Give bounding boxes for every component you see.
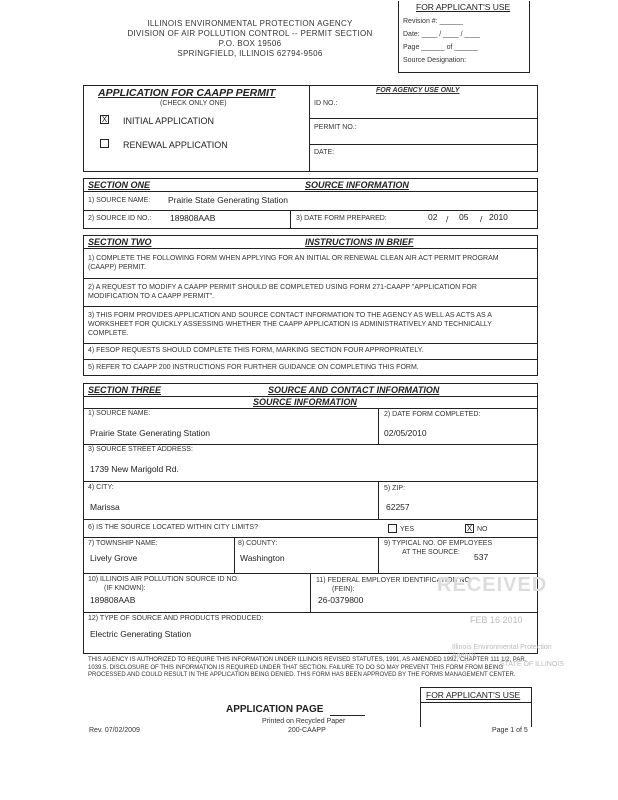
initial-application-label: INITIAL APPLICATION [123, 116, 215, 126]
f1-label: 1) SOURCE NAME: [88, 410, 151, 417]
f7-label: 7) TOWNSHIP NAME: [88, 540, 158, 547]
printed-note: Printed on Recycled Paper [262, 718, 346, 725]
f1-source-name[interactable]: Prairie State Generating Station [90, 428, 211, 438]
section-one-subtitle: SOURCE INFORMATION [305, 180, 409, 190]
renewal-application-checkbox[interactable] [100, 139, 109, 148]
received-stamp: RECEIVED [437, 574, 548, 596]
f9-label-a: 9) TYPICAL NO. OF EMPLOYEES [384, 540, 493, 547]
f11-label-a: 11) FEDERAL EMPLOYER IDENTIFICATION NO. [316, 577, 472, 584]
form-number: 200-CAAPP [288, 727, 326, 734]
received-stamp-date: FEB 16 2010 [470, 615, 523, 625]
f8-county[interactable]: Washington [240, 553, 285, 563]
agency-date: DATE: [314, 149, 335, 156]
authorization-disclaimer: THIS AGENCY IS AUTHORIZED TO REQUIRE THIS INFORMATION UNDER ILLINOIS REVISED STATUTES, 1991, AS AMENDED 1992, CHAPTER 111 1/2, PAR. 1039.5. DISCLOSURE OF THIS INFORMATION IS REQUIRED UNDER THAT SECTION. FAILURE TO DO SO MAY PREVENT THIS FORM FROM BEING PROCESSED AND COULD RESULT IN THE APPLICATION BEING DENIED. THIS FORM HAS BEEN APPROVED BY THE FORMS MANAGEMENT CENTER. [88, 657, 527, 678]
date-sep-2: / [480, 214, 483, 224]
f10-label-b: (IF KNOWN): [104, 585, 146, 592]
f7-township[interactable]: Lively Grove [90, 553, 138, 563]
section-three-subtitle: SOURCE AND CONTACT INFORMATION [268, 385, 440, 395]
f5-label: 5) ZIP: [384, 485, 406, 492]
section-two-subtitle: INSTRUCTIONS IN BRIEF [305, 237, 414, 247]
within-city-no-checkbox[interactable]: X [466, 524, 473, 533]
instruction-5: 5) REFER TO CAAPP 200 INSTRUCTIONS FOR FURTHER GUIDANCE ON COMPLETING THIS FORM. [88, 364, 419, 371]
f2-date-completed[interactable]: 02/05/2010 [384, 428, 427, 438]
f6-label: 6) IS THE SOURCE LOCATED WITHIN CITY LIMITS? [88, 524, 258, 531]
s1-source-id-value[interactable]: 189808AAB [170, 213, 216, 223]
source-designation-field[interactable]: Source Designation: [403, 57, 467, 64]
source-information-heading: SOURCE INFORMATION [253, 397, 357, 407]
f4-label: 4) CITY: [88, 484, 114, 491]
revision-field[interactable]: Revision #: ______ [403, 18, 463, 25]
section-two-title: SECTION TWO [88, 237, 152, 247]
s1-source-name-value[interactable]: Prairie State Generating Station [168, 195, 289, 205]
f2-label: 2) DATE FORM COMPLETED: [384, 411, 481, 418]
initial-application-checkbox[interactable]: X [101, 115, 108, 124]
application-title: APPLICATION FOR CAAPP PERMIT [98, 87, 276, 99]
page-number: Page 1 of 5 [492, 727, 528, 734]
revision-date: Rev. 07/02/2009 [89, 727, 140, 734]
section-three-title: SECTION THREE [88, 385, 162, 395]
s1-source-name-label: 1) SOURCE NAME: [88, 197, 151, 204]
f11-label-b: (FEIN): [332, 586, 355, 593]
f4-city[interactable]: Marissa [90, 502, 120, 512]
s1-date-prepared-label: 3) DATE FORM PREPARED: [296, 215, 387, 222]
within-city-yes-checkbox[interactable] [388, 524, 397, 533]
instruction-2: 2) A REQUEST TO MODIFY A CAAPP PERMIT SHOULD BE COMPLETED USING FORM 271-CAAPP "APPLICATION FOR MODIFICATION TO A CAAPP PERMIT". [88, 284, 477, 300]
applicant-use-title: FOR APPLICANT'S USE [416, 2, 511, 12]
f10-source-id[interactable]: 189808AAB [90, 595, 136, 605]
f3-label: 3) SOURCE STREET ADDRESS: [88, 446, 193, 453]
application-page-label: APPLICATION PAGE [226, 704, 324, 715]
f5-zip[interactable]: 62257 [386, 502, 410, 512]
agency-line-2: DIVISION OF AIR POLLUTION CONTROL -- PERMIT SECTION [127, 29, 373, 38]
s1-date-year[interactable]: 2010 [489, 212, 508, 222]
agency-line-1: ILLINOIS ENVIRONMENTAL PROTECTION AGENCY [147, 19, 353, 28]
agency-line-3: P.O. BOX 19506 [218, 39, 282, 48]
f10-label-a: 10) ILLINOIS AIR POLLUTION SOURCE ID NO. [88, 576, 239, 583]
instruction-1: 1) COMPLETE THE FOLLOWING FORM WHEN APPLYING FOR AN INITIAL OR RENEWAL CLEAN AIR ACT PERMIT PROGRAM (CAAPP) PERMIT. [88, 255, 499, 271]
agency-id-no: ID NO.: [314, 100, 338, 107]
s1-source-id-label: 2) SOURCE ID NO.: [88, 215, 152, 222]
instruction-3: 3) THIS FORM PROVIDES APPLICATION AND SOURCE CONTACT INFORMATION TO THE AGENCY AS WELL AS ACTS AS A WORKSHEET FOR QUICKLY ASSESSING WHETHER THE CAAPP APPLICATION IS ADMINISTRATIVELY AND TECHNICALLY COMPLETE. [88, 312, 492, 337]
footer-applicant-use-title: FOR APPLICANT'S USE [426, 690, 521, 700]
f12-label: 12) TYPE OF SOURCE AND PRODUCTS PRODUCED: [88, 615, 264, 622]
agency-header [120, 19, 380, 59]
agency-line-4: SPRINGFIELD, ILLINOIS 62794-9506 [177, 49, 323, 58]
s1-date-day[interactable]: 05 [459, 212, 469, 222]
instruction-4: 4) FESOP REQUESTS SHOULD COMPLETE THIS FORM, MARKING SECTION FOUR APPROPRIATELY. [88, 347, 424, 354]
no-label: NO [477, 526, 488, 533]
f8-label: 8) COUNTY: [238, 540, 278, 547]
received-stamp-state: STATE OF ILLINOIS [500, 661, 564, 668]
yes-label: YES [400, 526, 415, 533]
f11-fein[interactable]: 26-0379800 [318, 595, 364, 605]
f3-street-address[interactable]: 1739 New Marigold Rd. [90, 464, 179, 474]
received-stamp-agency: Illinois Environmental Protection Agency [452, 644, 552, 659]
s1-date-month[interactable]: 02 [428, 212, 438, 222]
agency-permit-no: PERMIT NO.: [314, 124, 357, 131]
section-one-title: SECTION ONE [88, 180, 151, 190]
date-sep-1: / [446, 214, 449, 224]
agency-use-title: FOR AGENCY USE ONLY [376, 87, 460, 94]
f9-label-b: AT THE SOURCE: [402, 549, 460, 556]
f12-source-type[interactable]: Electric Generating Station [90, 629, 192, 639]
renewal-application-label: RENEWAL APPLICATION [123, 140, 228, 150]
f9-employees[interactable]: 537 [474, 552, 489, 562]
page-of-field[interactable]: Page ______ of ______ [403, 44, 478, 51]
check-note: (CHECK ONLY ONE) [160, 100, 227, 107]
revision-date-field[interactable]: Date: ____ / ____ / ____ [403, 31, 481, 38]
